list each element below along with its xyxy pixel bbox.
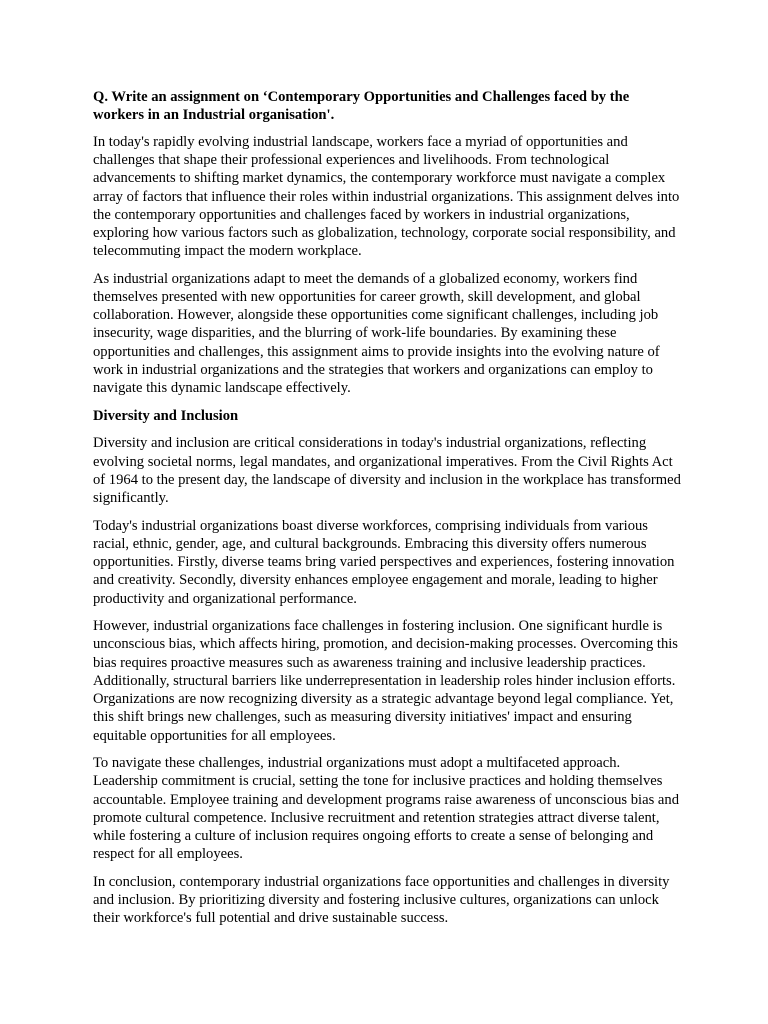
section-heading: Diversity and Inclusion (93, 407, 239, 424)
section-paragraph: Diversity and inclusion are critical considerations in today's industrial organizations, reflecting evolving societal norms, legal mandates, and organizational imperatives. From the Civil Rights Act of 1964 to the present day, the landscape of diversity and inclusion in the workplace has transformed significantly. (93, 435, 681, 507)
section-paragraph: Today's industrial organizations boast diverse workforces, comprising individuals from various racial, ethnic, gender, age, and cultural backgrounds. Embracing this diversity offers numerous opportunities. Firstly, diverse teams bring varied perspectives and experiences, fostering innovation and creativity. Secondly, diversity enhances employee engagement and morale, leading to higher productivity and organizational performance. (93, 517, 675, 607)
section-paragraph: To navigate these challenges, industrial organizations must adopt a multifaceted approach. Leadership commitment is crucial, setting the tone for inclusive practices and holding themselves accountable. Employee training and development programs raise awareness of unconscious bias and promote cultural competence. Inclusive recruitment and retention strategies attract diverse talent, while fostering a culture of inclusion requires ongoing efforts to create a sense of belonging and respect for all employees. (93, 755, 679, 863)
intro-paragraph: In today's rapidly evolving industrial landscape, workers face a myriad of opportunities and challenges that shape their professional experiences and livelihoods. From technological advancements to shifting market dynamics, the contemporary workforce must navigate a complex array of factors that influence their roles within industrial organizations. This assignment delves into the contemporary opportunities and challenges faced by workers in industrial organizations, exploring how various factors such as globalization, technology, corporate social responsibility, and telecommuting impact the modern workplace. (93, 133, 680, 260)
assignment-question: Q. Write an assignment on ‘Contemporary Opportunities and Challenges faced by the workers in an Industrial organisation'. (93, 89, 630, 124)
conclusion-paragraph: In conclusion, contemporary industrial organizations face opportunities and challenges in diversity and inclusion. By prioritizing diversity and fostering inclusive cultures, organizations can unlock their workforce's full potential and drive sustainable success. (93, 873, 670, 927)
document-page (93, 88, 683, 937)
intro-paragraph: As industrial organizations adapt to meet the demands of a globalized economy, workers find themselves presented with new opportunities for career growth, skill development, and global collaboration. However, alongside these opportunities come significant challenges, including job insecurity, wage disparities, and the blurring of work-life boundaries. By examining these opportunities and challenges, this assignment aims to provide insights into the evolving nature of work in industrial organizations and the strategies that workers and organizations can employ to navigate this dynamic landscape effectively. (93, 270, 660, 397)
section-paragraph: However, industrial organizations face challenges in fostering inclusion. One significant hurdle is unconscious bias, which affects hiring, promotion, and decision-making processes. Overcoming this bias requires proactive measures such as awareness training and inclusive leadership practices. Additionally, structural barriers like underrepresentation in leadership roles hinder inclusion efforts. Organizations are now recognizing diversity as a strategic advantage beyond legal compliance. Yet, this shift brings new challenges, such as measuring diversity initiatives' impact and ensuring equitable opportunities for all employees. (93, 618, 678, 744)
